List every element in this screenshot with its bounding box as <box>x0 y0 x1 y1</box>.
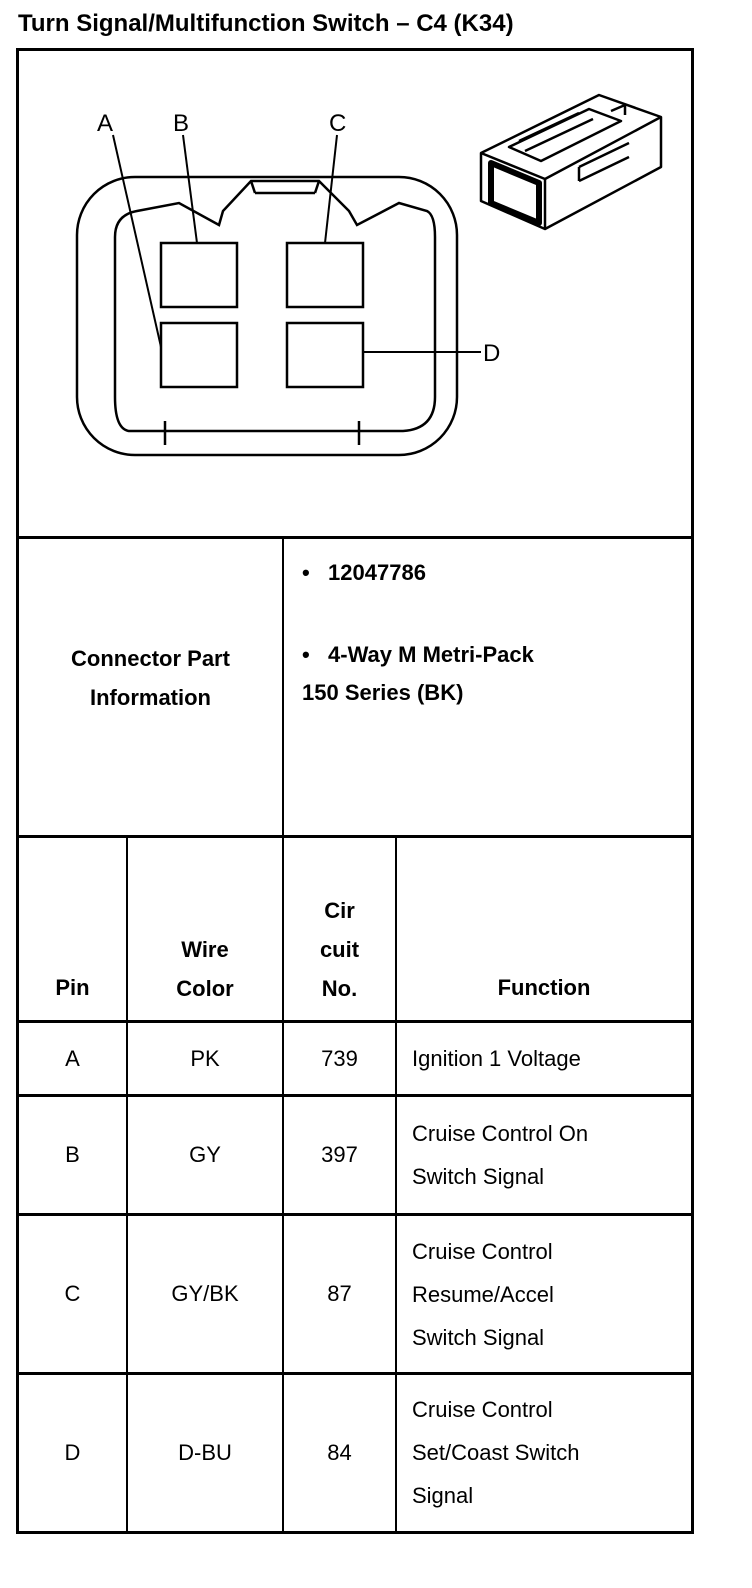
connector-type-line2: 150 Series (BK) <box>302 680 464 705</box>
connector-type-line1: 4-Way M Metri-Pack <box>328 642 534 667</box>
row-c-circuit: 87 <box>327 1281 352 1306</box>
rule-info-bottom <box>16 835 694 838</box>
rule-col-4 <box>395 837 397 1534</box>
row-d-function-line1: Cruise Control <box>412 1397 553 1422</box>
connector-info-label <box>19 639 282 717</box>
row-c-function-line2: Resume/Accel <box>412 1282 554 1307</box>
bullet-icon: • <box>302 560 310 585</box>
cavity-b <box>161 243 237 307</box>
part-number: 12047786 <box>328 560 426 585</box>
row-b-function-line2: Switch Signal <box>412 1164 545 1189</box>
header-circuit-no <box>284 891 395 1008</box>
cavity-d <box>287 323 363 387</box>
row-b-function <box>412 1112 682 1198</box>
row-d-wire: D-BU <box>178 1440 232 1465</box>
rule-diagram-bottom <box>16 536 694 539</box>
label-c: C <box>329 110 347 137</box>
connector-isometric-icon <box>481 95 661 229</box>
row-b-pin: B <box>65 1142 80 1167</box>
part-number-item <box>302 560 426 586</box>
row-a-function-line1: Ignition 1 Voltage <box>412 1046 581 1071</box>
row-c-pin: C <box>64 1281 81 1306</box>
header-function: Function <box>497 975 591 1000</box>
cavity-c <box>287 243 363 307</box>
row-b-wire: GY <box>189 1142 221 1167</box>
label-d: D <box>483 340 501 367</box>
page-title: Turn Signal/Multifunction Switch – C4 (K34) <box>18 10 514 37</box>
row-d-function-line2: Set/Coast Switch <box>412 1440 580 1465</box>
label-b: B <box>173 110 190 137</box>
row-a-wire: PK <box>190 1045 220 1071</box>
row-a-function <box>412 1037 682 1080</box>
cavity-a <box>161 323 237 387</box>
row-a-circuit: 739 <box>321 1045 358 1071</box>
connector-info-label-line1: Connector Part <box>71 646 230 671</box>
row-d-function <box>412 1388 682 1517</box>
row-c-wire: GY/BK <box>171 1281 239 1306</box>
row-b-function-line1: Cruise Control On <box>412 1121 589 1146</box>
row-c-function-line3: Switch Signal <box>412 1325 545 1350</box>
header-cir-line2: cuit <box>319 937 360 962</box>
connector-type-item <box>302 636 534 712</box>
row-d-function-line3: Signal <box>412 1483 474 1508</box>
row-c-function <box>412 1230 682 1359</box>
header-wire-line2: Color <box>176 976 234 1001</box>
row-c-function-line1: Cruise Control <box>412 1239 553 1264</box>
connector-info-label-line2: Information <box>90 685 211 710</box>
header-wire-color <box>128 930 282 1008</box>
header-cir-line3: No. <box>321 976 358 1001</box>
header-wire-line1: Wire <box>181 937 229 962</box>
header-cir-line1: Cir <box>324 898 355 923</box>
bullet-icon: • <box>302 642 310 667</box>
row-b-circuit: 397 <box>321 1142 358 1167</box>
header-pin: Pin <box>55 975 90 1000</box>
row-d-pin: D <box>64 1440 81 1465</box>
connector-face-diagram <box>19 51 691 537</box>
row-a-pin: A <box>65 1045 80 1071</box>
row-d-circuit: 84 <box>327 1440 352 1465</box>
label-a: A <box>97 110 114 137</box>
